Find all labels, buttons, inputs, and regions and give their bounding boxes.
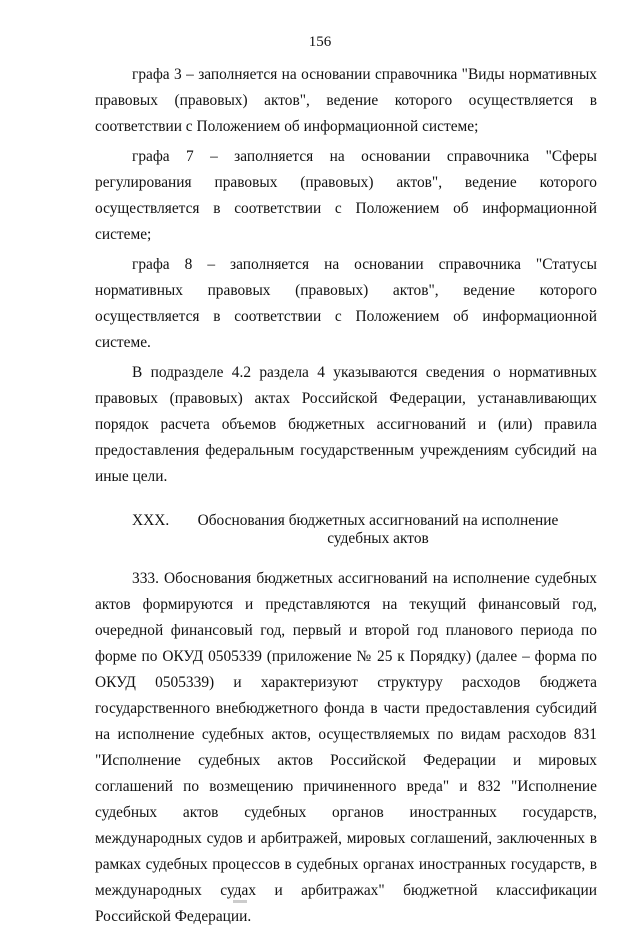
paragraph-grafa-3: графа 3 – заполняется на основании справочника "Виды нормативных правовых (правовых) актов", ведение которого осуществляется в соответствии с Положением об информационной системе;: [95, 66, 597, 135]
section-heading: [95, 512, 597, 548]
paragraph-333: 333. Обоснования бюджетных ассигнований на исполнение судебных актов формируются и представляются на текущий финансовый год, очередной финансовый год, первый и второй год планового периода по форме по ОКУД 0505339 (приложение № 25 к Порядку) (далее – форма по ОКУД 0505339) и характеризуют структуру расходов бюджета государственного внебюджетного фонда в части предоставления субсидий на исполнение судебных актов, осуществляемых по видам расходов 831 "Исполнение судебных актов Российской Федерации и мировых соглашений по возмещению причиненного вреда" и 832 "Исполнение судебных актов судебных органов иностранных государств, международных судов и арбитражей, мировых соглашений, заключенных в рамках судебных процессов в судебных органах иностранных государств, в международных судах и арбитражах" бюджетной классификации Российской Федерации.: [95, 570, 597, 925]
page-number: 156: [308, 34, 332, 50]
paragraph-grafa-8: графа 8 – заполняется на основании справочника "Статусы нормативных правовых (правовых) актов", ведение которого осуществляется в соответствии с Положением об информационной системе.: [95, 256, 597, 351]
scan-artifact: [233, 900, 247, 903]
section-title: Обоснования бюджетных ассигнований на исполнение судебных актов: [197, 512, 559, 547]
section-number: XXX.: [132, 512, 170, 529]
paragraph-grafa-7: графа 7 – заполняется на основании справочника "Сферы регулирования правовых (правовых) актов", ведение которого осуществляется в соответствии с Положением об информационной системе;: [95, 148, 597, 243]
paragraph-subsection-4-2: В подразделе 4.2 раздела 4 указываются сведения о нормативных правовых (правовых) актах Российской Федерации, устанавливающих порядок расчета объемов бюджетных ассигнований и (или) правила предоставления федеральным государственным учреждениям субсидий на иные цели.: [95, 364, 597, 485]
page-body: [95, 62, 597, 930]
